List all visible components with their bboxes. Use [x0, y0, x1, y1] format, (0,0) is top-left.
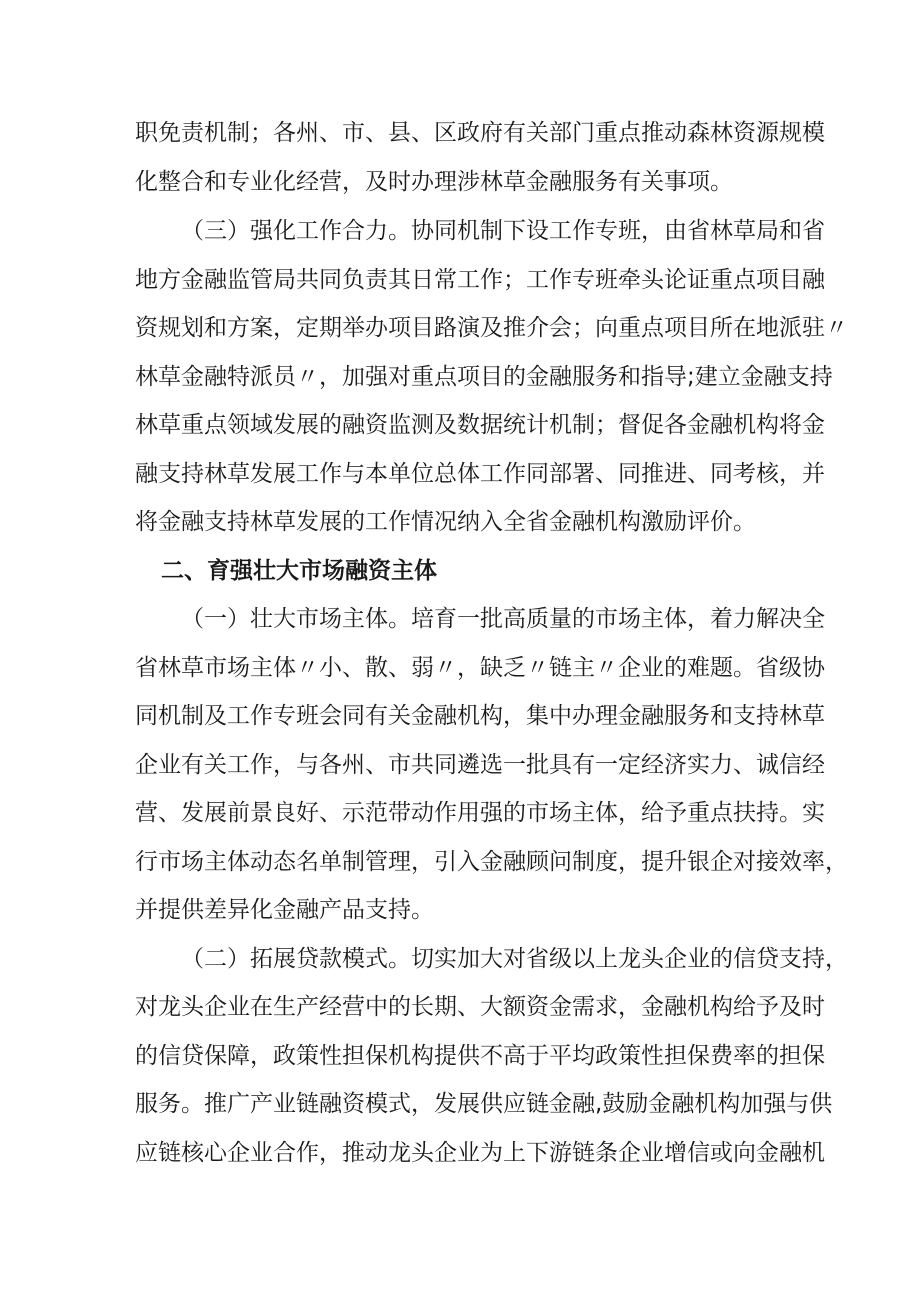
- paragraph-line: 并提供差异化金融产品支持。: [135, 897, 434, 923]
- paragraph-line: 林草重点领域发展的融资监测及数据统计机制；督促各金融机构将金: [135, 412, 825, 438]
- paragraph-line: 林草金融特派员〃，加强对重点项目的金融服务和指导;建立金融支持: [135, 364, 833, 390]
- paragraph-line: 将金融支持林草发展的工作情况纳入全省金融机构激励评价。: [135, 509, 756, 535]
- paragraph-line: 企业有关工作，与各州、市共同遴选一批具有一定经济实力、诚信经: [135, 752, 825, 778]
- paragraph-line: 省林草市场主体〃小、散、弱〃，缺乏〃链主〃企业的难题。省级协: [135, 655, 825, 681]
- paragraph-line: 的信贷保障，政策性担保机构提供不高于平均政策性担保费率的担保: [135, 1043, 825, 1069]
- paragraph-line: 职免责机制；各州、市、县、区政府有关部门重点推动森林资源规模: [135, 120, 825, 146]
- paragraph-line: 融支持林草发展工作与本单位总体工作同部署、同推进、同考核，并: [135, 461, 825, 487]
- paragraph-line: 地方金融监管局共同负责其日常工作；工作专班牵头论证重点项目融: [135, 267, 825, 293]
- paragraph-line: 行市场主体动态名单制管理，引入金融顾问制度，提升银企对接效率，: [135, 849, 848, 875]
- paragraph-line: 同机制及工作专班会同有关金融机构，集中办理金融服务和支持林草: [135, 703, 825, 729]
- paragraph-line: （一）壮大市场主体。培育一批高质量的市场主体，着力解决全: [181, 606, 825, 632]
- paragraph-line: 对龙头企业在生产经营中的长期、大额资金需求，金融机构给予及时: [135, 994, 825, 1020]
- paragraph-line: （二）拓展贷款模式。切实加大对省级以上龙头企业的信贷支持，: [181, 946, 848, 972]
- paragraph-line: 应链核心企业合作，推动龙头企业为上下游链条企业增信或向金融机: [135, 1140, 825, 1166]
- paragraph-line: 化整合和专业化经营，及时办理涉林草金融服务有关事项。: [135, 169, 733, 195]
- section-heading: 二、育强壮大市场融资主体: [161, 558, 437, 584]
- paragraph-line: 资规划和方案，定期举办项目路演及推介会；向重点项目所在地派驻〃: [135, 315, 848, 341]
- paragraph-line: （三）强化工作合力。协同机制下设工作专班，由省林草局和省: [181, 218, 825, 244]
- paragraph-line: 营、发展前景良好、示范带动作用强的市场主体，给予重点扶持。实: [135, 800, 825, 826]
- paragraph-line: 服务。推广产业链融资模式，发展供应链金融,鼓励金融机构加强与供: [135, 1091, 833, 1117]
